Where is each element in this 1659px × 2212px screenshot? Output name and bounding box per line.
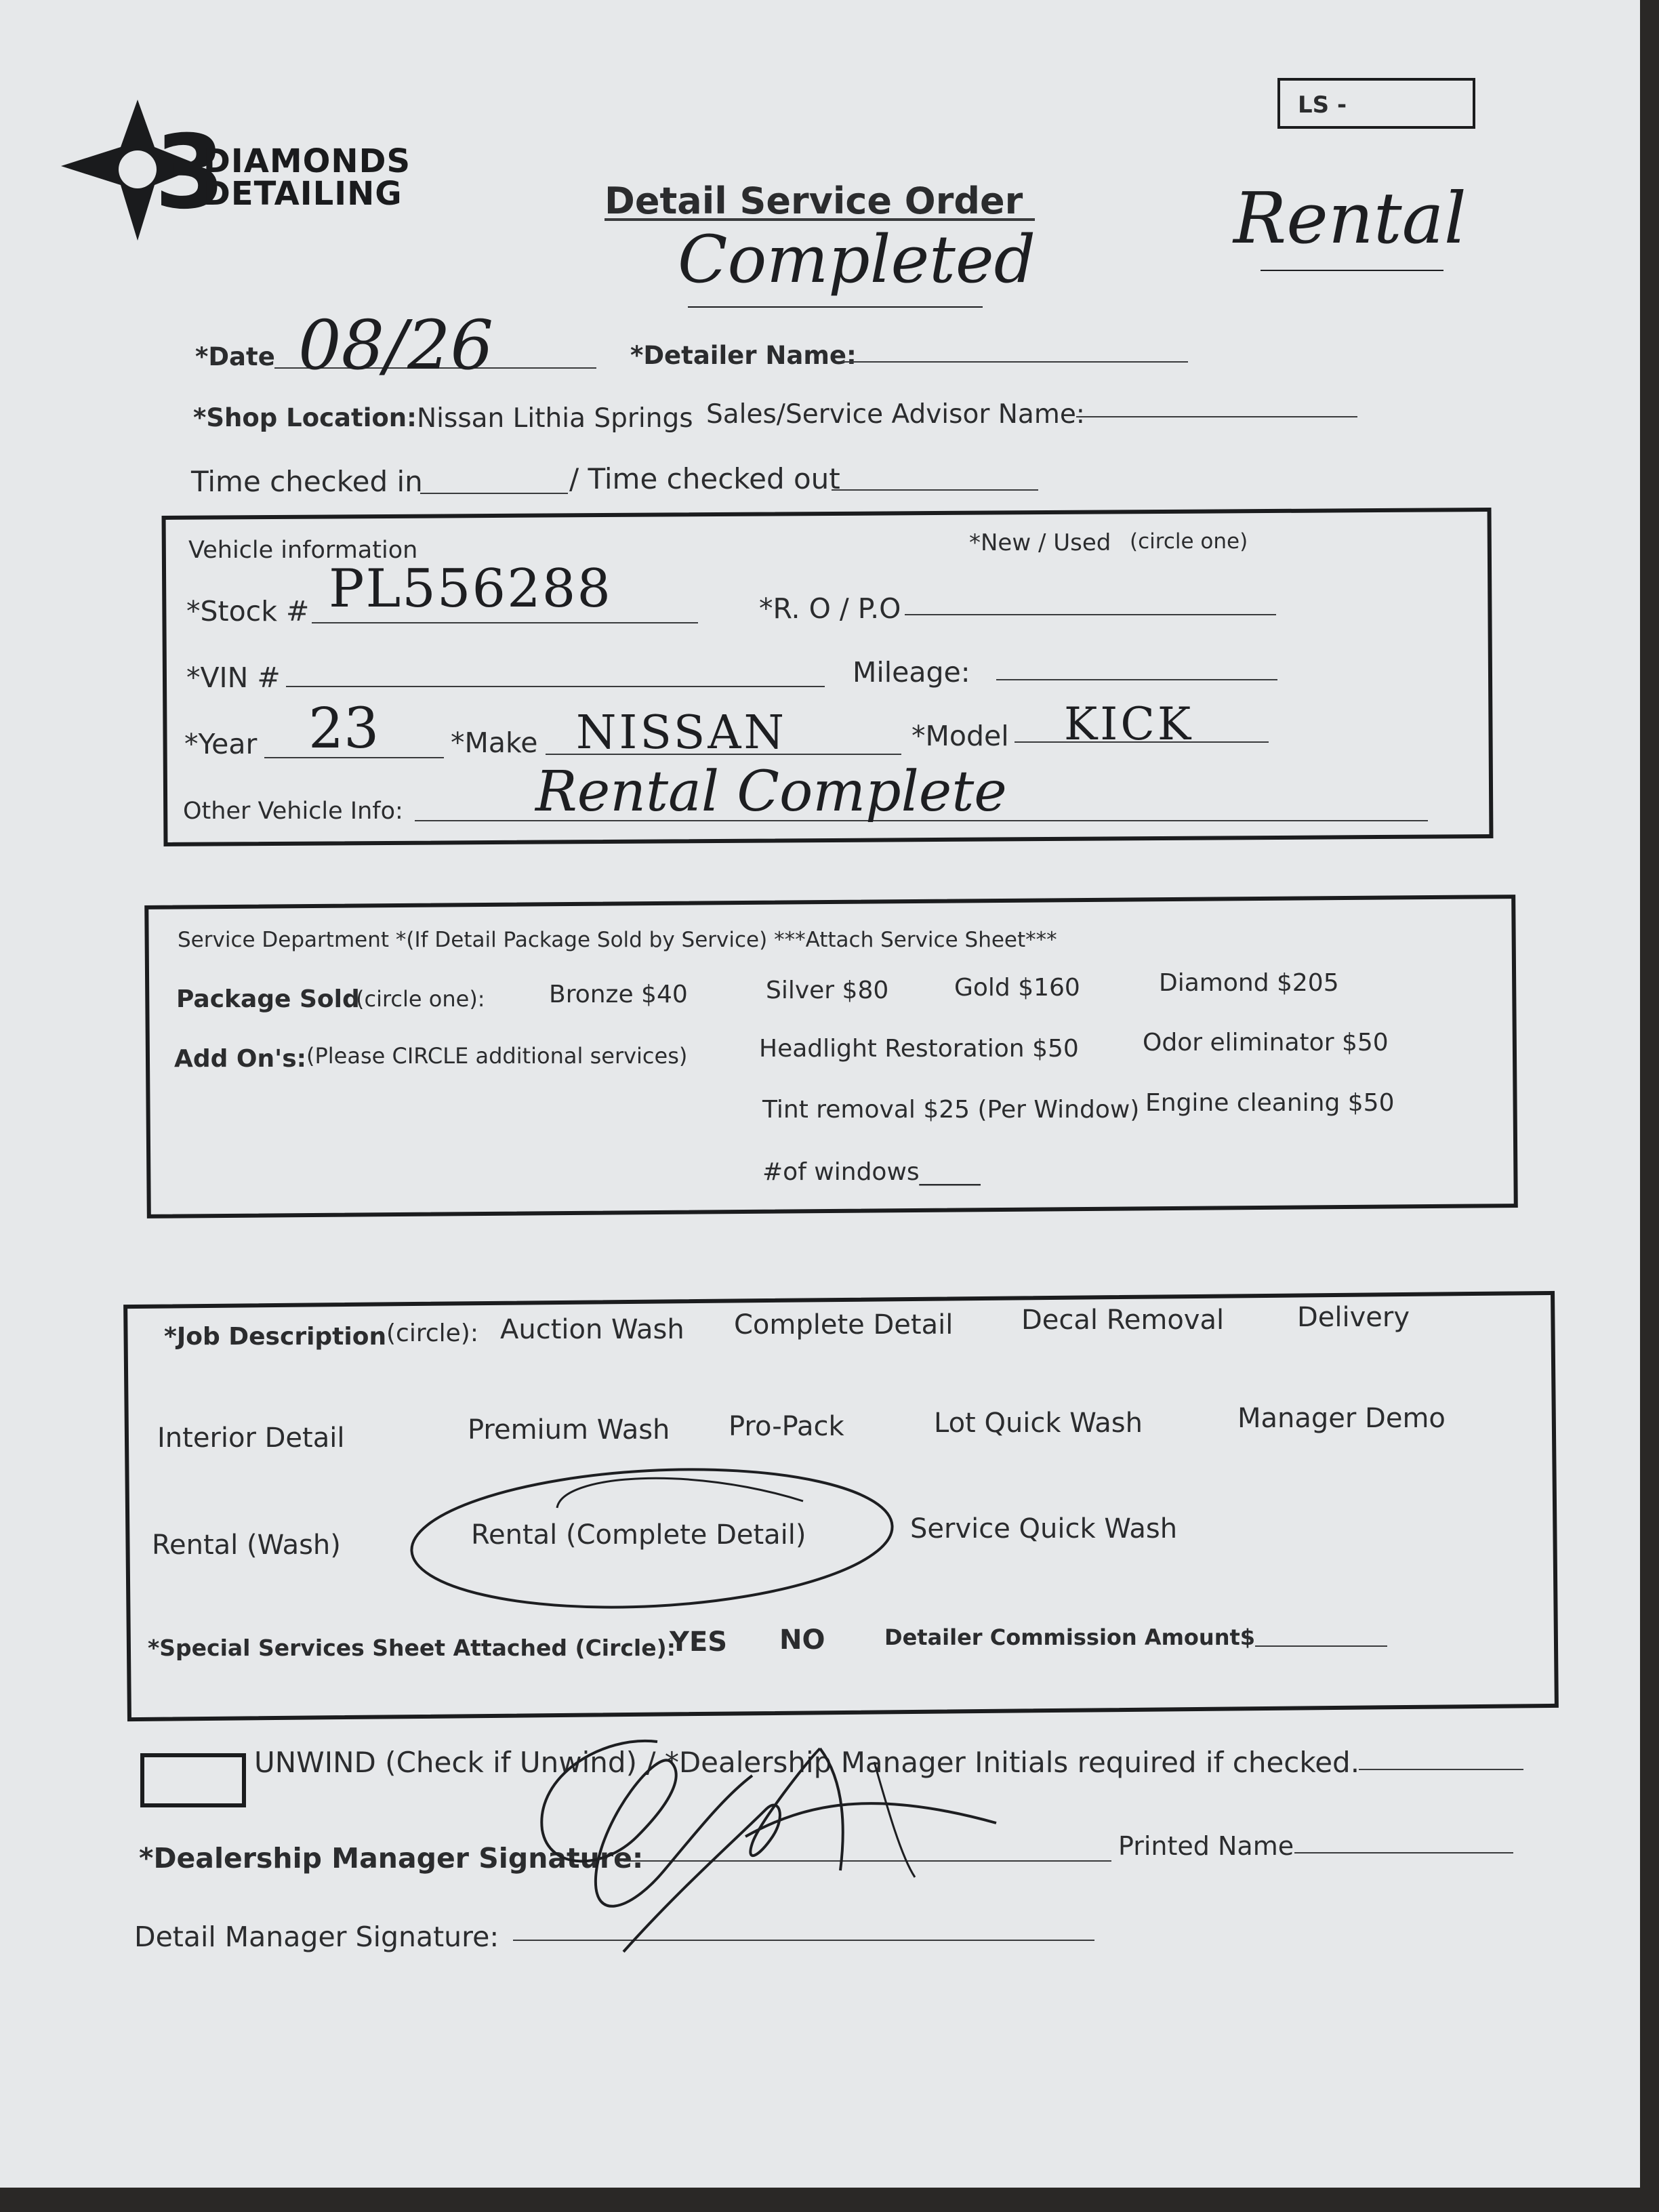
handwritten-rental-note: Rental xyxy=(1233,177,1467,260)
package-bronze[interactable]: Bronze $40 xyxy=(549,981,688,1008)
job-manager-demo[interactable]: Manager Demo xyxy=(1237,1403,1446,1434)
unwind-checkbox[interactable] xyxy=(140,1753,246,1807)
job-auction-wash[interactable]: Auction Wash xyxy=(500,1314,684,1345)
addon-odor[interactable]: Odor eliminator $50 xyxy=(1143,1029,1389,1057)
time-out-line[interactable] xyxy=(832,489,1038,491)
shop-location-label: *Shop Location: xyxy=(193,403,417,432)
stock-value[interactable]: PL556288 xyxy=(329,558,613,619)
job-service-quick-wash[interactable]: Service Quick Wash xyxy=(910,1513,1178,1544)
stock-line xyxy=(312,622,698,623)
make-value[interactable]: NISSAN xyxy=(576,706,787,760)
add-ons-note: (Please CIRCLE additional services) xyxy=(306,1043,688,1069)
job-decal-removal[interactable]: Decal Removal xyxy=(1021,1305,1225,1336)
package-circle-note: (circle one): xyxy=(356,986,485,1012)
advisor-label: Sales/Service Advisor Name: xyxy=(706,399,1085,430)
unwind-label: UNWIND (Check if Unwind) / *Dealership Manager Initials required if checked. xyxy=(254,1746,1360,1779)
special-yes[interactable]: YES xyxy=(670,1626,728,1658)
year-value[interactable]: 23 xyxy=(308,697,380,761)
new-used-label: *New / Used xyxy=(969,529,1111,556)
printed-name-label: Printed Name xyxy=(1118,1831,1294,1861)
addon-headlight[interactable]: Headlight Restoration $50 xyxy=(759,1035,1079,1063)
job-lot-quick-wash[interactable]: Lot Quick Wash xyxy=(934,1408,1143,1439)
package-sold-label: Package Sold xyxy=(176,985,360,1013)
model-value[interactable]: KICK xyxy=(1064,698,1194,750)
detail-manager-signature-label: Detail Manager Signature: xyxy=(134,1921,499,1953)
ro-po-label: *R. O / P.O xyxy=(759,592,901,625)
handwritten-completed: Completed xyxy=(678,222,1036,298)
add-ons-label: Add On's: xyxy=(174,1045,307,1073)
time-in-line[interactable] xyxy=(420,493,568,494)
mileage-line[interactable] xyxy=(996,679,1277,680)
package-gold[interactable]: Gold $160 xyxy=(954,974,1080,1002)
job-premium-wash[interactable]: Premium Wash xyxy=(468,1414,670,1446)
model-label: *Model xyxy=(912,720,1009,752)
commission-label: Detailer Commission Amount$ xyxy=(884,1624,1256,1650)
time-in-label: Time checked in xyxy=(191,465,423,498)
ro-po-line[interactable] xyxy=(905,614,1276,615)
logo-line2: DETAILING xyxy=(203,175,403,213)
package-diamond[interactable]: Diamond $205 xyxy=(1159,969,1339,997)
job-rental-complete-detail[interactable]: Rental (Complete Detail) xyxy=(471,1519,806,1551)
job-circle-note: (circle): xyxy=(386,1319,478,1347)
vin-label: *VIN # xyxy=(186,661,281,694)
logo-line1: DIAMONDS xyxy=(203,142,411,180)
addon-tint[interactable]: Tint removal $25 (Per Window) xyxy=(762,1096,1140,1124)
mileage-label: Mileage: xyxy=(853,656,970,689)
special-no[interactable]: NO xyxy=(779,1624,825,1656)
windows-count-field[interactable]: #of windows_____ xyxy=(762,1158,981,1186)
new-used-circle-note: (circle one) xyxy=(1130,529,1248,554)
stock-label: *Stock # xyxy=(186,595,310,628)
job-description-label: *Job Description xyxy=(164,1323,387,1351)
initials-line[interactable] xyxy=(1359,1769,1523,1770)
special-services-label: *Special Services Sheet Attached (Circle): xyxy=(148,1635,676,1661)
detailer-name-line[interactable] xyxy=(842,361,1188,363)
dealership-manager-signature-label: *Dealership Manager Signature: xyxy=(139,1842,644,1875)
ls-label: LS - xyxy=(1298,91,1347,119)
make-label: *Make xyxy=(451,726,538,759)
title-underline xyxy=(605,218,1035,221)
logo-numeral: 3 xyxy=(155,114,226,232)
completed-underline xyxy=(688,306,983,308)
time-out-label: / Time checked out xyxy=(569,462,840,495)
addon-engine[interactable]: Engine cleaning $50 xyxy=(1145,1089,1395,1117)
printed-name-line[interactable] xyxy=(1294,1852,1513,1853)
rental-note-underline xyxy=(1261,270,1443,271)
package-silver[interactable]: Silver $80 xyxy=(766,977,889,1004)
advisor-line[interactable] xyxy=(1076,416,1357,417)
other-info-value[interactable]: Rental Complete xyxy=(535,760,1007,824)
date-label: *Date xyxy=(195,342,275,371)
vin-line[interactable] xyxy=(286,686,825,687)
commission-line[interactable] xyxy=(1255,1645,1387,1647)
job-pro-pack[interactable]: Pro-Pack xyxy=(729,1411,844,1442)
date-value[interactable]: 08/26 xyxy=(298,306,494,385)
job-interior-detail[interactable]: Interior Detail xyxy=(157,1422,345,1454)
job-complete-detail[interactable]: Complete Detail xyxy=(734,1309,954,1340)
year-label: *Year xyxy=(184,728,258,760)
handwritten-signature xyxy=(522,1735,1010,1959)
shop-location-value: Nissan Lithia Springs xyxy=(417,403,693,434)
job-delivery[interactable]: Delivery xyxy=(1297,1302,1410,1333)
service-dept-header: Service Department *(If Detail Package Sold by Service) ***Attach Service Sheet*** xyxy=(178,928,1057,952)
detailer-name-label: *Detailer Name: xyxy=(630,341,857,370)
vehicle-info-label: Vehicle information xyxy=(188,537,418,564)
job-rental-wash[interactable]: Rental (Wash) xyxy=(152,1530,341,1561)
form-title: Detail Service Order xyxy=(605,180,1023,222)
other-info-label: Other Vehicle Info: xyxy=(183,798,403,825)
selected-circle-mark xyxy=(407,1460,901,1616)
